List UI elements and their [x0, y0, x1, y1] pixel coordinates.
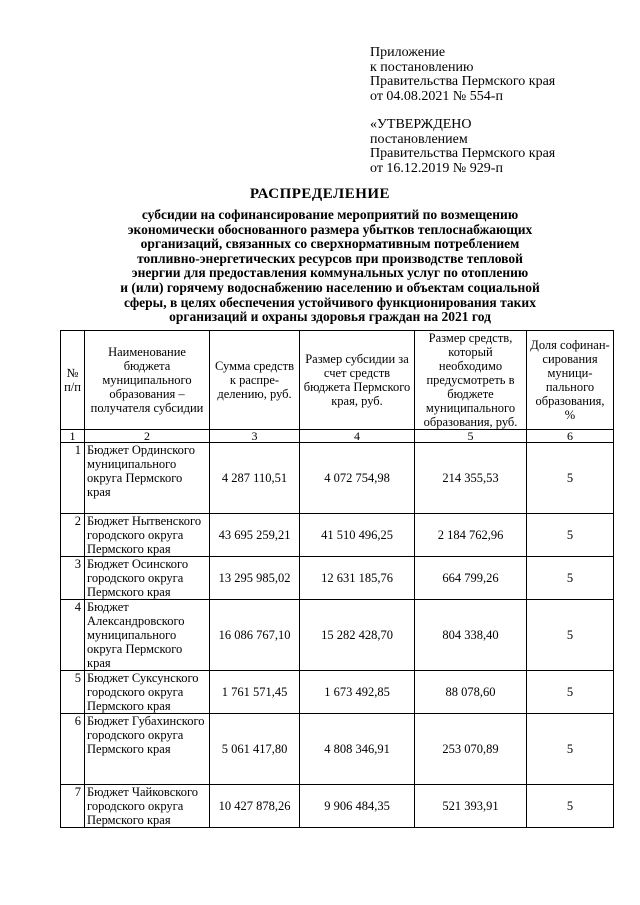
row-total: 1 761 571,45	[210, 671, 300, 714]
row-regional: 4 072 754,98	[300, 443, 415, 514]
row-num: 6	[61, 714, 85, 785]
row-regional: 4 808 346,91	[300, 714, 415, 785]
subtitle-line: сферы, в целях обеспечения устойчивого функционирования таких	[124, 294, 536, 310]
row-municipal: 214 355,53	[415, 443, 527, 514]
column-number: 4	[300, 430, 415, 443]
row-name: Бюджет Осинского городского округа Пермского края	[85, 557, 210, 600]
approval-block	[370, 118, 555, 176]
row-share: 5	[527, 514, 614, 557]
row-total: 5 061 417,80	[210, 714, 300, 785]
subtitle-line: топливно-энергетических ресурсов при производстве тепловой	[137, 250, 523, 266]
row-share: 5	[527, 443, 614, 514]
row-total: 10 427 878,26	[210, 785, 300, 828]
header-share: Доля софинан-сирования муници-пального образования, %	[527, 331, 614, 430]
row-municipal: 521 393,91	[415, 785, 527, 828]
row-regional: 1 673 492,85	[300, 671, 415, 714]
header-name: Наименование бюджета муниципального образования – получателя субсидии	[85, 331, 210, 430]
table-row	[61, 443, 614, 514]
distribution-table	[60, 330, 614, 828]
column-number: 5	[415, 430, 527, 443]
row-name: Бюджет Суксунского городского округа Пермского края	[85, 671, 210, 714]
row-regional: 41 510 496,25	[300, 514, 415, 557]
appendix-line: к постановлению	[370, 59, 474, 75]
header-regional: Размер субсидии за счет средств бюджета Пермского края, руб.	[300, 331, 415, 430]
row-municipal: 2 184 762,96	[415, 514, 527, 557]
row-name: Бюджет Александровского муниципального округа Пермского края	[85, 600, 210, 671]
row-regional: 15 282 428,70	[300, 600, 415, 671]
row-total: 13 295 985,02	[210, 557, 300, 600]
document-subtitle	[80, 208, 580, 325]
row-municipal: 253 070,89	[415, 714, 527, 785]
column-number-row	[61, 430, 614, 443]
row-name: Бюджет Нытвенского городского округа Пермского края	[85, 514, 210, 557]
approval-line: «УТВЕРЖДЕНО	[370, 117, 472, 132]
row-num: 1	[61, 443, 85, 514]
column-number: 3	[210, 430, 300, 443]
header-num: № п/п	[61, 331, 85, 430]
table-row	[61, 785, 614, 828]
row-regional: 9 906 484,35	[300, 785, 415, 828]
document-title: РАСПРЕДЕЛЕНИЕ	[249, 186, 391, 202]
approval-line: постановлением	[370, 131, 468, 147]
row-share: 5	[527, 714, 614, 785]
appendix-line: Правительства Пермского края	[370, 74, 556, 89]
header-municipal: Размер средств, который необходимо предусмотреть в бюджете муниципального образования, руб.	[415, 331, 527, 430]
table-row	[61, 557, 614, 600]
approval-line: Правительства Пермского края	[370, 146, 556, 161]
row-num: 3	[61, 557, 85, 600]
row-share: 5	[527, 600, 614, 671]
table-row	[61, 600, 614, 671]
row-num: 2	[61, 514, 85, 557]
table-row	[61, 671, 614, 714]
header-total: Сумма средств к распре-делению, руб.	[210, 331, 300, 430]
subtitle-line: экономически обоснованного размера убытков теплоснабжающих	[127, 221, 533, 237]
appendix-line: от 04.08.2021 № 554-п	[370, 88, 503, 104]
row-num: 4	[61, 600, 85, 671]
row-total: 43 695 259,21	[210, 514, 300, 557]
column-number: 2	[85, 430, 210, 443]
subtitle-line: и (или) горячему водоснабжению населению и объектам социальной	[120, 279, 540, 295]
row-municipal: 88 078,60	[415, 671, 527, 714]
subtitle-line: организаций, связанных со сверхнормативным потреблением	[140, 236, 520, 252]
table-row	[61, 714, 614, 785]
row-name: Бюджет Ординского муниципального округа Пермского края	[85, 443, 210, 514]
subtitle-line: энергии для предоставления коммунальных услуг по отоплению	[131, 265, 529, 281]
row-total: 16 086 767,10	[210, 600, 300, 671]
table-header-row	[61, 331, 614, 430]
appendix-line: Приложение	[370, 45, 446, 60]
row-name: Бюджет Чайковского городского округа Пермского края	[85, 785, 210, 828]
approval-line: от 16.12.2019 № 929-п	[370, 160, 503, 176]
row-name: Бюджет Губахинского городского округа Пермского края	[85, 714, 210, 785]
column-number: 6	[527, 430, 614, 443]
subtitle-line: организаций и охраны здоровья граждан на 2021 год	[169, 309, 491, 325]
row-num: 5	[61, 671, 85, 714]
row-municipal: 664 799,26	[415, 557, 527, 600]
row-num: 7	[61, 785, 85, 828]
subtitle-line: субсидии на софинансирование мероприятий по возмещению	[141, 207, 519, 222]
row-share: 5	[527, 557, 614, 600]
column-number: 1	[61, 430, 85, 443]
row-regional: 12 631 185,76	[300, 557, 415, 600]
row-share: 5	[527, 785, 614, 828]
table-row	[61, 514, 614, 557]
row-total: 4 287 110,51	[210, 443, 300, 514]
row-municipal: 804 338,40	[415, 600, 527, 671]
row-share: 5	[527, 671, 614, 714]
appendix-block	[370, 46, 555, 104]
